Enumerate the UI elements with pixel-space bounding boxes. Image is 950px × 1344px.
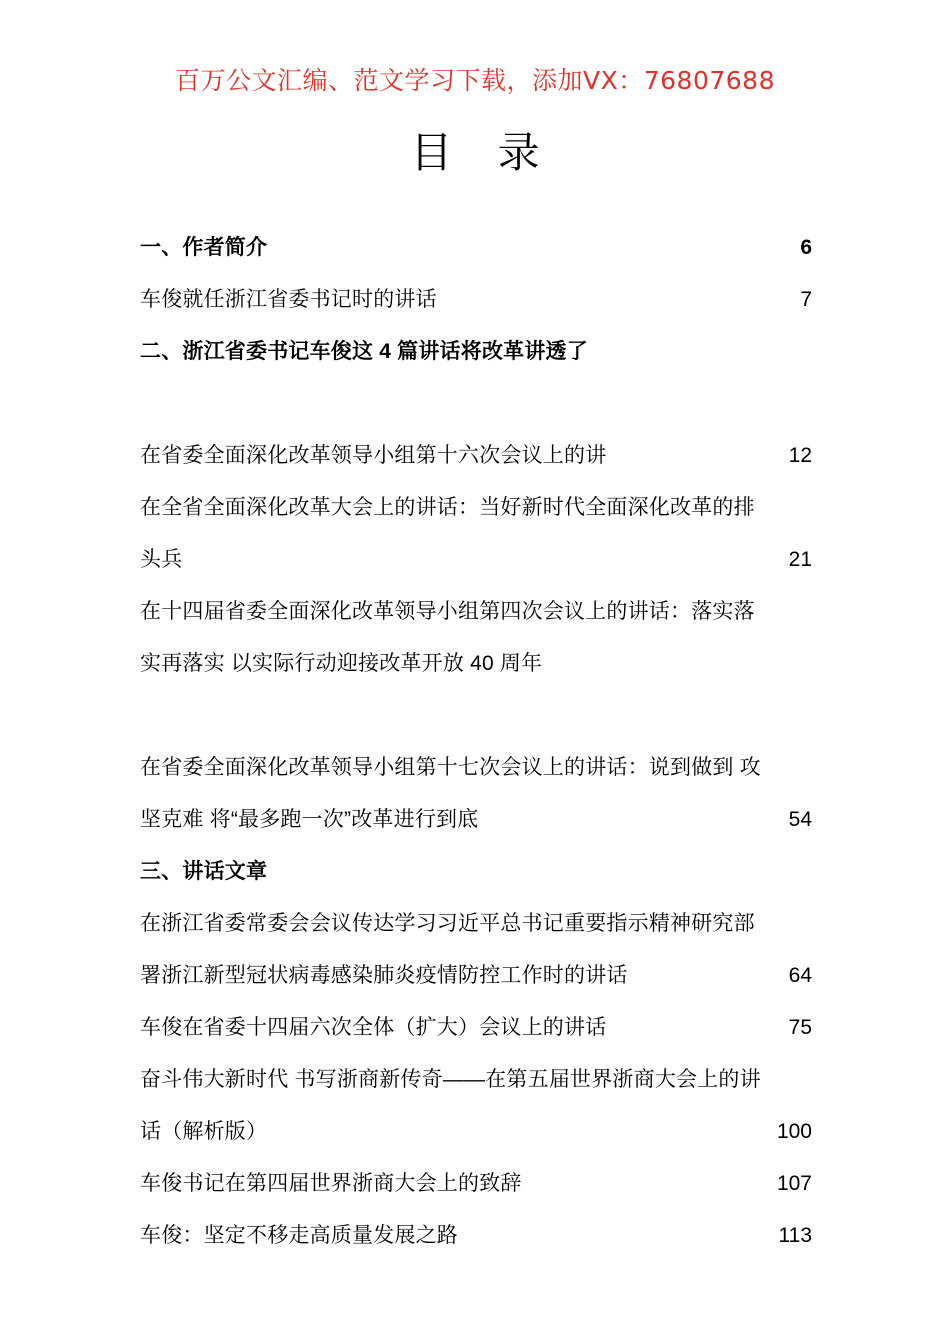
toc-page-number: 75 bbox=[788, 1016, 812, 1039]
dot-leader bbox=[458, 1226, 778, 1242]
toc-entry-line[interactable] bbox=[140, 1158, 812, 1210]
toc-entry-label: 在全省全面深化改革大会上的讲话：当好新时代全面深化改革的排 bbox=[140, 496, 755, 519]
toc-entry[interactable] bbox=[140, 1054, 812, 1158]
dot-leader bbox=[542, 654, 812, 670]
toc-page-number: 54 bbox=[788, 808, 812, 831]
toc-entry-label: 车俊：坚定不移走高质量发展之路 bbox=[140, 1224, 458, 1247]
dot-leader bbox=[437, 290, 800, 306]
dot-leader bbox=[588, 342, 812, 358]
toc-entry-label: 车俊就任浙江省委书记时的讲话 bbox=[140, 288, 437, 311]
toc-entry-line[interactable] bbox=[140, 534, 812, 586]
dot-leader bbox=[182, 550, 787, 566]
toc-entry-line[interactable] bbox=[140, 950, 812, 1002]
toc-entry-line[interactable] bbox=[140, 326, 812, 378]
toc-entry-line[interactable] bbox=[140, 1002, 812, 1054]
toc-page-number: 100 bbox=[776, 1120, 812, 1143]
dot-leader bbox=[522, 1174, 776, 1190]
toc-entry-label: 坚克难 将“最多跑一次”改革进行到底 bbox=[140, 808, 479, 831]
toc-entry-label: 实再落实 以实际行动迎接改革开放 40 周年 bbox=[140, 652, 543, 675]
toc-entry[interactable] bbox=[140, 1210, 812, 1262]
dot-leader bbox=[606, 446, 787, 462]
toc-entry-line[interactable] bbox=[140, 222, 812, 274]
toc-entry-label: 奋斗伟大新时代 书写浙商新传奇——在第五届世界浙商大会上的讲 bbox=[140, 1068, 761, 1091]
toc-entry-label: 在省委全面深化改革领导小组第十六次会议上的讲 bbox=[140, 444, 607, 467]
dot-leader bbox=[478, 810, 787, 826]
toc-entry[interactable] bbox=[140, 586, 812, 742]
toc-entry-line[interactable] bbox=[140, 742, 812, 794]
toc-entry-line[interactable] bbox=[140, 1054, 812, 1106]
toc-entry-line[interactable] bbox=[140, 898, 812, 950]
toc-entry-label: 话（解析版） bbox=[140, 1120, 268, 1143]
dot-leader bbox=[267, 1122, 776, 1138]
toc-entry[interactable] bbox=[140, 222, 812, 274]
toc-entry-line[interactable] bbox=[140, 1106, 812, 1158]
toc-entry-line[interactable] bbox=[140, 482, 812, 534]
toc-page-number: 7 bbox=[800, 288, 812, 311]
toc-entry-line[interactable] bbox=[140, 1210, 812, 1262]
promo-header-text: 百万公文汇编、范文学习下载，添加VX：76807688 bbox=[175, 66, 775, 95]
toc-entry-label: 车俊在省委十四届六次全体（扩大）会议上的讲话 bbox=[140, 1016, 607, 1039]
toc-entry-label: 三、讲话文章 bbox=[140, 860, 268, 883]
toc-entry-label: 车俊书记在第四届世界浙商大会上的致辞 bbox=[140, 1172, 522, 1195]
toc-entry[interactable] bbox=[140, 430, 812, 482]
toc-entry-line[interactable] bbox=[140, 274, 812, 326]
toc-page-number: 6 bbox=[800, 236, 812, 259]
toc-entry-line[interactable] bbox=[140, 794, 812, 846]
toc-entry-label: 署浙江新型冠状病毒感染肺炎疫情防控工作时的讲话 bbox=[140, 964, 628, 987]
toc-entry[interactable] bbox=[140, 326, 812, 430]
toc-entry-label: 头兵 bbox=[140, 548, 183, 571]
dot-leader bbox=[628, 966, 788, 982]
page-title: 目 录 bbox=[410, 128, 556, 177]
table-of-contents bbox=[140, 222, 812, 1262]
toc-entry[interactable] bbox=[140, 898, 812, 1002]
toc-page-number: 113 bbox=[778, 1224, 812, 1247]
toc-entry-line[interactable] bbox=[140, 586, 812, 638]
toc-entry-line[interactable] bbox=[140, 690, 812, 742]
toc-entry[interactable] bbox=[140, 1158, 812, 1210]
dot-leader bbox=[606, 1018, 787, 1034]
toc-entry-label: 在浙江省委常委会会议传达学习习近平总书记重要指示精神研究部 bbox=[140, 912, 755, 935]
toc-entry[interactable] bbox=[140, 1002, 812, 1054]
toc-entry-line[interactable] bbox=[140, 430, 812, 482]
toc-entry-line[interactable] bbox=[140, 846, 812, 898]
toc-entry[interactable] bbox=[140, 482, 812, 586]
toc-entry-label: 在省委全面深化改革领导小组第十七次会议上的讲话：说到做到 攻 bbox=[140, 756, 761, 779]
toc-entry-line[interactable] bbox=[140, 638, 812, 690]
toc-entry-label: 二、浙江省委书记车俊这 4 篇讲话将改革讲透了 bbox=[140, 340, 588, 363]
toc-entry-label: 在十四届省委全面深化改革领导小组第四次会议上的讲话：落实落 bbox=[140, 600, 755, 623]
toc-entry[interactable] bbox=[140, 742, 812, 846]
toc-page-number: 107 bbox=[776, 1172, 812, 1195]
dot-leader bbox=[267, 238, 799, 254]
toc-entry-line[interactable] bbox=[140, 378, 812, 430]
toc-entry-label: 一、作者简介 bbox=[140, 236, 268, 259]
toc-page-number: 64 bbox=[788, 964, 812, 987]
toc-page-number: 21 bbox=[788, 548, 812, 571]
toc-entry[interactable] bbox=[140, 274, 812, 326]
toc-page-number: 12 bbox=[788, 444, 812, 467]
toc-entry[interactable] bbox=[140, 846, 812, 898]
